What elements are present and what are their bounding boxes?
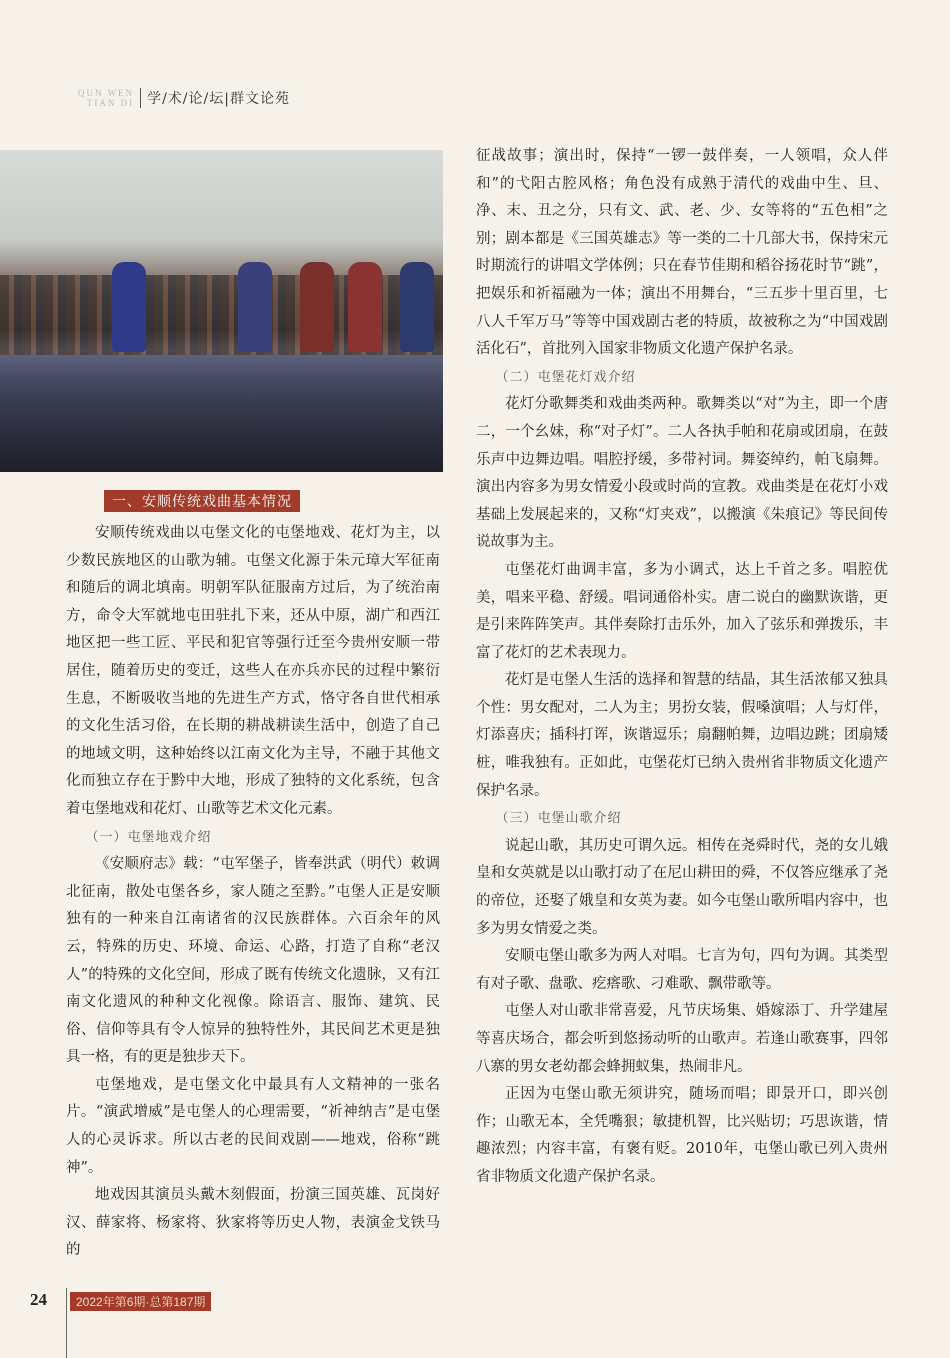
paragraph: 屯堡地戏，是屯堡文化中最具有人文精神的一张名片。“演武增威”是屯堡人的心理需要，“祈神纳吉”是屯堡人的心灵诉求。所以古老的民间戏剧——地戏，俗称“跳神”。 <box>66 1076 440 1176</box>
paragraph: 安顺传统戏曲以屯堡文化的屯堡地戏、花灯为主，以少数民族地区的山歌为辅。屯堡文化源于朱元璋大军征南和随后的调北填南。明朝军队征服南方过后，为了统治南方，命令大军就地屯田驻扎下来，还从中原，湖广和西江地区把一些工匠、平民和犯官等强行迁至今贵州安顺一带居住，随着历史的变迁，这些人在亦兵亦民的过程中繁衍生息，不断吸收当地的先进生产方式，恪守各自世代相承的文化生活习俗，在长期的耕战耕读生活中，创造了自己的地域文明，这种始终以江南文化为主导，不融于其他文化而独立存在于黔中大地，形成了独特的文化系统，包含着屯堡地戏和花灯、山歌等艺术文化元素。 <box>66 525 440 817</box>
paragraph: 《安顺府志》载：“屯军堡子，皆奉洪武（明代）敕调北征南，散处屯堡各乡，家人随之至黔。”屯堡人正是安顺独有的一种来自江南诸省的汉民族群体。六百余年的风云，特殊的历史、环境、命运、心路，打造了自称“老汉人”的特殊的文化空间，形成了既有传统文化遗脉，又有江南文化遗风的种种文化视像。除语言、服饰、建筑、民俗、信仰等具有令人惊异的独特性外，其民间艺术更是独具一格，有的更是独步天下。 <box>66 856 440 1066</box>
paragraph: 正因为屯堡山歌无须讲究，随场而唱；即景开口，即兴创作；山歌无本，全凭嘴狠；敏捷机智，比兴贴切；巧思诙谐，情趣浓烈；内容丰富，有褒有贬。2010年，屯堡山歌已列入贵州省非物质文化遗产保护名录。 <box>476 1086 888 1185</box>
photo-performer <box>112 262 146 352</box>
paragraph: 说起山歌，其历史可谓久远。相传在尧舜时代，尧的女儿娥皇和女英就是以山歌打动了在尼山耕田的舜，不仅答应继承了尧的帝位，还娶了娥皇和女英为妻。如今屯堡山歌所唱内容中，也多为男女情爱之类。 <box>476 837 888 937</box>
issue-label: 2022年第6期·总第187期 <box>70 1292 211 1311</box>
left-column <box>66 520 440 1265</box>
header-divider <box>140 88 141 108</box>
running-header <box>78 88 290 108</box>
header-title: 学/术/论/坛|群文论苑 <box>147 91 290 107</box>
header-latin-line-1: QUN WEN <box>78 88 135 98</box>
paragraph: 征战故事；演出时，保持“一锣一鼓伴奏，一人领唱，众人伴和”的弋阳古腔风格；角色没有成熟于清代的戏曲中生、旦、净、末、丑之分，只有文、武、老、少、女等将的“五色相”之别；剧本都是《三国英雄志》等一类的二十几部大书，保持宋元时期流行的讲唱文学体例；只在春节佳期和稻谷扬花时节“跳”，把娱乐和祈福融为一体；演出不用舞台，“三五步十里百里，七八人千军万马”等等中国戏剧古老的特质，故被称之为“中国戏剧活化石”，首批列入国家非物质文化遗产保护名录。 <box>476 148 888 358</box>
paragraph: 屯堡花灯曲调丰富，多为小调式，达上千首之多。唱腔优美，唱来平稳、舒缓。唱词通俗朴实。唐二说白的幽默诙谐，更是引来阵阵笑声。其伴奏除打击乐外，加入了弦乐和弹拨乐，丰富了花灯的艺术表现力。 <box>476 561 888 661</box>
subsection-heading: （二）屯堡花灯戏介绍 <box>495 369 636 385</box>
page-number: 24 <box>30 1290 47 1309</box>
paragraph: 安顺屯堡山歌多为两人对唱。七言为句，四句为调。其类型有对子歌、盘歌、疙瘩歌、刁难歌、飘带歌等。 <box>476 948 888 992</box>
photo-performer <box>300 262 334 352</box>
subsection-heading: （三）屯堡山歌介绍 <box>495 811 622 827</box>
photo-reflection <box>0 355 443 472</box>
paragraph: 地戏因其演员头戴木刻假面，扮演三国英雄、瓦岗好汉、薛家将、杨家将、狄家将等历史人物，表演金戈铁马的 <box>66 1187 440 1259</box>
header-latin-line-2: TIAN DI <box>86 98 135 108</box>
photo-performer <box>400 262 434 352</box>
section-heading: 一、安顺传统戏曲基本情况 <box>104 490 300 512</box>
dixi-performance-photo <box>0 150 443 472</box>
photo-performer <box>238 262 272 352</box>
paragraph: 花灯是屯堡人生活的选择和智慧的结晶，其生活浓郁又独具个性：男女配对，二人为主；男扮女装，假嗓演唱；人与灯伴，灯添喜庆；插科打诨，诙谐逗乐；扇翻帕舞，边唱边跳；团扇矮桩，唯我独有。正如此，屯堡花灯已纳入贵州省非物质文化遗产保护名录。 <box>476 672 888 799</box>
photo-performer <box>348 262 382 352</box>
right-column <box>476 143 888 1192</box>
paragraph: 屯堡人对山歌非常喜爱，凡节庆场集、婚嫁添丁、升学建屋等喜庆场合，都会听到悠扬动听的山歌声。若逢山歌赛事，四邻八寨的男女老幼都会蜂拥蚁集，热闹非凡。 <box>476 1003 888 1075</box>
footer-divider <box>66 1288 67 1358</box>
subsection-heading: （一）屯堡地戏介绍 <box>85 829 212 845</box>
paragraph: 花灯分歌舞类和戏曲类两种。歌舞类以“对”为主，即一个唐二，一个幺妹，称“对子灯”。二人各执手帕和花扇或团扇，在鼓乐声中边舞边唱。唱腔抒缓，多带衬词。舞姿绰约，帕飞扇舞。演出内容多为男女情爱小段或时尚的宣教。戏曲类是在花灯小戏基础上发展起来的，又称“灯夹戏”，以搬演《朱痕记》等民间传说故事为主。 <box>476 396 888 551</box>
header-latin-logo <box>78 88 134 108</box>
